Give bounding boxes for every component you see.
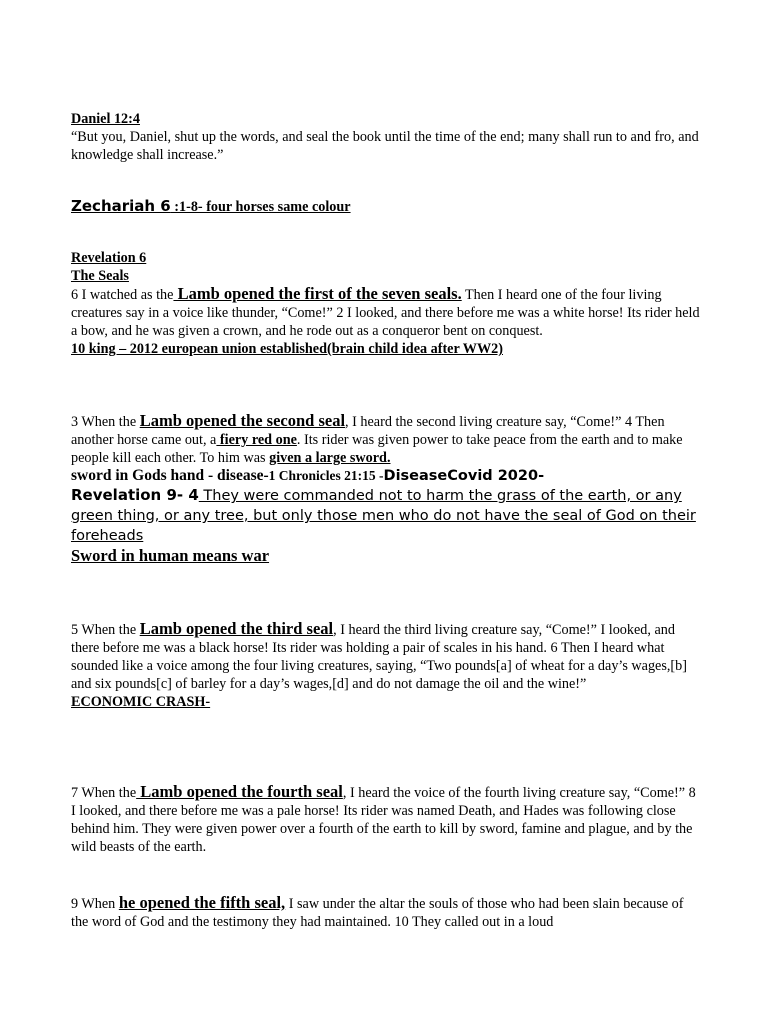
large-sword-emphasis: given a large sword. [269,450,391,466]
spacer [71,856,701,894]
fifth-seal-emphasis: he opened the fifth seal, [118,893,286,912]
first-seal-lead: 6 I watched as the [71,287,174,303]
spacer [71,164,701,197]
revelation-heading: Revelation 6 [71,250,147,266]
revelation-heading-block [71,249,701,285]
sword-war-text: Sword in human means war [71,546,270,565]
zechariah-reference: Zechariah 6 [71,197,171,215]
daniel-reference: Daniel 12:4 [71,111,140,127]
daniel-section [71,110,701,164]
first-seal-text: Then I heard one of the four living creatures say in a voice like thunder, “Come!” 2 I looked, and there before me was a white horse! Its rider held a bow, and he was given a crown, and he rode out as a conqueror bent on conquest. [71,287,700,339]
second-seal-paragraph [71,412,701,467]
spacer [71,216,701,249]
disease-note-line [71,467,701,485]
second-seal-lead: 3 When the [71,414,140,430]
sword-war-note [71,547,701,566]
fifth-seal-paragraph [71,894,701,931]
fourth-seal-lead: 7 When the [71,785,137,801]
zechariah-line [71,197,701,216]
second-seal-emphasis: Lamb opened the second seal [139,411,346,430]
daniel-quote: “But you, Daniel, shut up the words, and seal the book until the time of the end; many shall run to and fro, and knowledge shall increase.” [71,129,699,163]
second-seal-text: , I heard the second living creature say, “Come!” 4 Then another horse came out, a [71,414,665,448]
third-seal-lead: 5 When the [71,622,140,638]
fourth-seal-text: , I heard the voice of the fourth living creature say, “Come!” 8 I looked, and there before me was a pale horse! Its rider was named Death, and Hades was following close behind him. They were given power over a fourth of the earth to kill by sword, famine and plague, and by the wild beasts of the earth. [71,785,696,855]
document-page [71,110,701,931]
third-seal-paragraph [71,620,701,711]
disease-note-c: DiseaseCovid 2020- [383,468,545,484]
spacer [71,711,701,783]
fifth-seal-text: I saw under the altar the souls of those who had been slain because of the word of God and the testimony they had maintained. 10 They called out in a loud [71,896,684,930]
first-seal-note: 10 king – 2012 european union established(brain child idea after WW2) [71,341,503,357]
revelation-9-note [71,485,701,546]
third-seal-emphasis: Lamb opened the third seal [139,619,334,638]
revelation-9-text: They were commanded not to harm the grass of the earth, or any green thing, or any tree, but only those men who do not have the seal of God on their foreheads [71,488,696,544]
fourth-seal-emphasis: Lamb opened the fourth seal [136,782,343,801]
spacer [71,358,701,412]
fifth-seal-lead: 9 When [71,896,119,912]
spacer [71,566,701,620]
revelation-9-reference: Revelation 9- 4 [71,486,199,504]
zechariah-note: :1-8- four horses same colour [170,199,351,215]
second-seal-text-2: . Its rider was given power to take peace from the earth and to make people kill each other. To him was [71,432,683,466]
first-seal-emphasis: Lamb opened the first of the seven seals. [173,284,462,303]
disease-note-b: 1 Chronicles 21:15 - [268,468,384,483]
third-seal-text: , I heard the third living creature say, “Come!” I looked, and there before me was a black horse! Its rider was holding a pair of scales in his hand. 6 Then I heard what sounded like a voice among the four living creatures, saying, “Two pounds[a] of wheat for a day’s wages,[b] and six pounds[c] of barley for a day’s wages,[d] and do not damage the oil and the wine!” [71,622,687,692]
fourth-seal-paragraph [71,783,701,856]
fiery-red-emphasis: fiery red one [216,432,297,448]
first-seal-paragraph [71,285,701,358]
economic-crash-note: ECONOMIC CRASH- [71,694,211,710]
disease-note-a: sword in Gods hand - disease- [71,467,269,484]
seals-subheading: The Seals [71,268,129,284]
